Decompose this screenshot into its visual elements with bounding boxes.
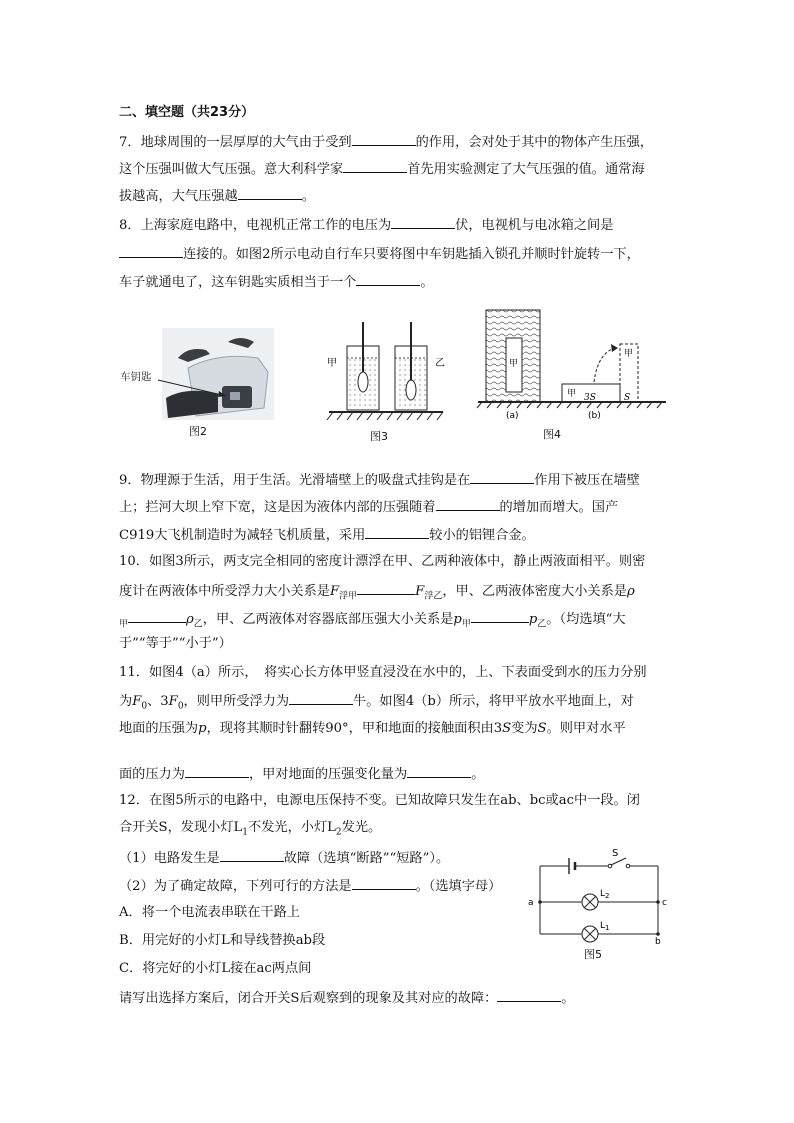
rotation-arrow [594, 348, 616, 382]
lamp-l1-label: $L_1$ [600, 921, 610, 932]
q9-line-1: 9．物理源于生活，用于生活。光滑墙壁上的吸盘式挂钩是在 作用下被压在墙壁 [119, 470, 640, 490]
q12-option-a: A．将一个电流表串联在干路上 [119, 905, 300, 920]
figure-2-caption: 图2 [189, 425, 207, 438]
key-slot [230, 392, 240, 400]
figure-3-caption: 图3 [370, 430, 388, 443]
q8-line-2: 连接的。如图2所示电动自行车只要将图中车钥匙插入锁孔并顺时针旋转一下， [119, 244, 640, 264]
answer-blank[interactable] [391, 215, 455, 229]
label-a: a [528, 898, 534, 908]
switch-blade[interactable] [611, 858, 626, 865]
node-c [656, 900, 660, 904]
q11-line-3: 地面的压强为p，现将其顺时针翻转90°，甲和地面的接触面积由3S变为S。则甲对水平 [119, 721, 626, 736]
q12-line-1: 12．在图5所示的电路中，电源电压保持不变。已知故障只发生在ab、bc或ac中一段。闭 [119, 793, 640, 808]
hydrometer-bulb-left [358, 372, 368, 392]
answer-blank[interactable] [356, 272, 420, 286]
answer-blank[interactable] [436, 497, 500, 511]
label-s: S [624, 393, 631, 403]
q11-line-1: 11．如图4（a）所示， 将实心长方体甲竖直浸没在水中的，上、下表面受到水的压力分别 [119, 665, 647, 680]
q12-option-c: C．将完好的小灯L接在ac两点间 [119, 961, 312, 976]
q8-line-1: 8．上海家庭电路中，电视机正常工作的电压为 伏，电视机与电冰箱之间是 [119, 215, 613, 235]
q8-line-3: 车子就通电了，这车钥匙实质相当于一个 。 [119, 272, 434, 292]
section-title: 二、填空题（共23分） [119, 105, 255, 120]
answer-blank[interactable] [185, 764, 249, 778]
key-label: 车钥匙 [120, 371, 152, 383]
answer-blank[interactable] [407, 764, 471, 778]
answer-blank[interactable] [128, 609, 186, 623]
q10-line-1: 10．如图3所示，两支完全相同的密度计漂浮在甲、乙两种液体中，静止两液面相平。则密 [119, 554, 646, 569]
figure-4-caption: 图4 [543, 428, 561, 441]
label-b: (b) [588, 411, 601, 420]
node-a [538, 900, 542, 904]
rotation-arrowhead [611, 344, 618, 352]
q12-part-2: （2）为了确定故障，下列可行的方法是 。（选填字母） [119, 876, 501, 896]
q7-line-3: 拔越高，大气压强越 。 [119, 186, 315, 206]
label-jia: 甲 [327, 358, 337, 369]
figure-5-circuit [524, 846, 674, 946]
label-jia-rot: 甲 [624, 349, 634, 359]
hydrometer-bulb-right [406, 380, 416, 400]
label-jia-a: 甲 [509, 359, 519, 369]
switch-label: S [612, 848, 619, 859]
label-a: (a) [506, 411, 519, 420]
q12-part-1: （1）电路发生是 故障（选填“断路”“短路”）。 [119, 848, 449, 868]
q12-line-2: 合开关S，发现小灯$L_1$不发光，小灯$L_2$发光。 [119, 820, 382, 838]
figure-3-hydrometers [323, 318, 449, 426]
q9-line-3: C919大飞机制造时为减轻飞机质量，采用 较小的铝锂合金。 [119, 525, 535, 545]
label-yi: 乙 [435, 358, 445, 369]
label-b: b [655, 937, 661, 946]
ground-hatch [327, 412, 443, 420]
q12-line-8: 请写出选择方案后，闭合开关S后观察到的现象及其对应的故障： 。 [119, 988, 574, 1008]
node-b [656, 932, 660, 936]
figure-4-blocks [476, 308, 668, 420]
q12-option-b: B．用完好的小灯L和导线替换ab段 [119, 933, 326, 948]
q11-line-2: 为$F_0$、$3F_0$，则甲所受浮力为 牛。如图4（b）所示，将甲平放水平地面上，对 [119, 691, 634, 716]
answer-blank[interactable] [357, 581, 415, 595]
answer-blank[interactable] [220, 848, 284, 862]
q10-line-3: $_甲$ $\rho_乙$，甲、乙两液体对容器底部压强大小关系是$p_甲$ $p_乙$。（均选填“大 [119, 609, 626, 634]
answer-blank[interactable] [471, 609, 529, 623]
switch-terminal [626, 864, 630, 868]
answer-blank[interactable] [470, 470, 534, 484]
q10-line-4: 于”“等于”“小于”） [119, 636, 232, 651]
answer-blank[interactable] [238, 186, 302, 200]
answer-blank[interactable] [352, 876, 416, 890]
answer-blank[interactable] [365, 525, 429, 539]
answer-blank[interactable] [119, 244, 183, 258]
label-c: c [662, 898, 667, 908]
figure-5-caption: 图5 [584, 948, 602, 961]
answer-blank[interactable] [352, 132, 416, 146]
lamp-l2-label: $L_2$ [600, 889, 610, 900]
label-area-3s: 3S [584, 393, 596, 403]
answer-blank[interactable] [497, 988, 561, 1002]
q7-line-1: 7．地球周围的一层厚厚的大气由于受到 的作用，会对处于其中的物体产生压强， [119, 132, 653, 152]
q11-line-4: 面的压力为 ，甲对地面的压强变化量为 。 [119, 764, 484, 784]
q10-line-2: 度计在两液体中所受浮力大小关系是$F_{浮甲}$ $F_{浮乙}$，甲、乙两液体密度大小关系是ρ [119, 581, 635, 606]
figure-2-scooter-photo [118, 328, 278, 428]
label-jia-b: 甲 [567, 389, 577, 399]
q7-line-2: 这个压强叫做大气压强。意大利科学家 首先用实验测定了大气压强的值。通常海 [119, 159, 645, 179]
q9-line-2: 上；拦河大坝上窄下宽，这是因为液体内部的压强随着 的增加而增大。国产 [119, 497, 618, 517]
answer-blank[interactable] [343, 159, 407, 173]
answer-blank[interactable] [289, 691, 353, 705]
